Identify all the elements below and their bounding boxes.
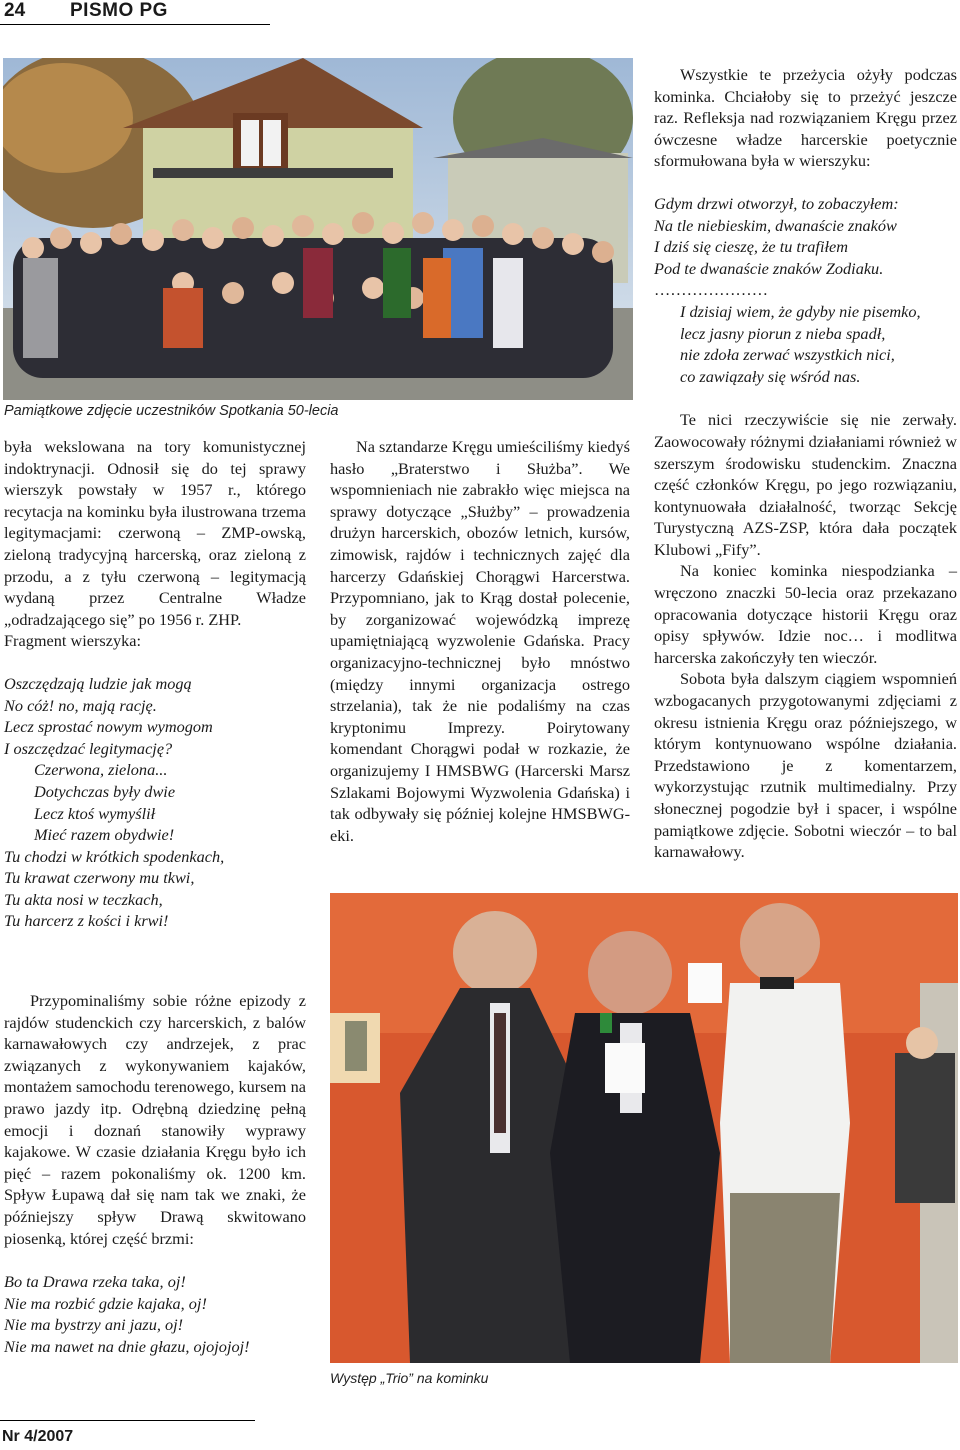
header-rule: [0, 24, 270, 25]
col3-paragraph-1: Wszystkie te przeżycia ożyły podczas kominka. Chciałoby się to przeżyć jeszcze raz. Refleksja nad rozwiązaniem Kręgu przez ówczesne władze harcerskie poetycznie sformułowana była w wierszyku:: [654, 65, 957, 171]
column-1-lower-text: [4, 990, 306, 1358]
column-3-text: [654, 64, 957, 863]
col2-paragraph-1: Na sztandarze Kręgu umieściliśmy kiedyś hasło „Braterstwo i Służba”. We wspomnieniach nie zabrakło więc miejsca na sprawy dotyczące „Służby” – prowadzenia drużyn harcerskich, obozów letnich, kursów, zimowisk, rajdów i technicznych zajęć dla harcerzy Gdańskiej Chorągwi Harcerstwa. Przypomniano, jak to Krąg dostał polecenie, by zorganizować wojewódzką imprezę upamiętniającą wyzwolenie Gdańska. Pracy organizacyjno-technicznej było mnóstwo (między innymi organizacja ostrego strzelania), tak że nie podaliśmy na czas kryptonimu Imprezy. Poirytowany komendant Chorągwi podał w rozkazie, że organizujemy I HMSBWG (Harcerski Marsz Szlakami Bojowymi Wyzwolenia Gdańska) i tak odbywały się później kolejne HMSBWG-eki.: [330, 437, 630, 845]
col1-poem: [4, 673, 306, 932]
col3-paragraph-3: Na koniec kominka niespodzianka – wręczono znaczki 50-lecia oraz przekazano opracowania dotyczące historii Kręgu oraz opisy spływów. Idzie noc… i modlitwa harcerska zakończyły ten wieczór.: [654, 561, 957, 667]
group-photo-image: [3, 58, 633, 400]
poem-line: Lecz ktoś wymyślił: [34, 803, 156, 823]
poem-line: Na tle niebieskim, dwanaście znaków: [654, 215, 897, 235]
poem-line: lecz jasny piorun z nieba spadł,: [680, 323, 886, 343]
group-photo-caption: Pamiątkowe zdjęcie uczestników Spotkania 50-lecia: [4, 403, 339, 419]
poem-line: Lecz sprostać nowym wymogom: [4, 717, 213, 737]
poem-line: Nie ma rozbić gdzie kajaka, oj!: [4, 1293, 207, 1313]
issue-number: Nr 4/2007: [2, 1428, 74, 1445]
poem-line: Gdym drzwi otworzył, to zobaczyłem:: [654, 193, 899, 213]
col3-poem: [654, 193, 957, 387]
col1-paragraph-3: Przypominaliśmy sobie różne epizody z rajdów studenckich czy harcerskich, z balów karnawałowych czy andrzejek, z prac związanych z wykonywaniem kajaków, montażem samochodu terenowego, kursem na prawo jazdy itp. Odrębną dziedzinę pełną emocji i doznań stanowiły wyprawy kajakowe. W czasie działania Kręgu było ich pięć – razem pokonaliśmy ok. 1200 km. Spływ Łupawą dał się nam tak we znaki, że późniejszy spływ Drawą skwitowano piosenką, której część brzmi:: [4, 991, 306, 1248]
poem-line: Tu chodzi w krótkich spodenkach,: [4, 846, 225, 866]
poem-line: Tu harcerz z kości i krwi!: [4, 911, 169, 931]
poem-line: co zawiązały się wśród nas.: [680, 366, 861, 386]
page-number: 24: [4, 0, 26, 21]
poem-line: Czerwona, zielona...: [34, 760, 168, 780]
col1-paragraph-1: była wekslowana na tory komunistycznej indoktrynacji. Odnosił się do tej sprawy wierszyk powstały w 1957 r., którego recytacja na kominku była ilustrowana trzema legitymacjami: czerwoną – ZMP-owską, zieloną tradycyjną harcerską, oraz zieloną z przodu, a z tyłu czerwoną – legitymacją wydaną przez Centralne Władze „odradzającego się” po 1956 r. ZHP.: [4, 437, 306, 629]
poem-line: I dzisiaj wiem, że gdyby nie pisemko,: [680, 301, 921, 321]
poem-line: No cóż! no, mają rację.: [4, 695, 157, 715]
trio-photo-image: [330, 893, 958, 1363]
poem-line: Mieć razem obydwie!: [34, 825, 175, 845]
poem-line: Tu krawat czerwony mu tkwi,: [4, 868, 195, 888]
poem-line: I dziś się cieszę, że tu trafiłem: [654, 237, 848, 257]
column-1-text: [4, 436, 306, 932]
column-2-text: [330, 436, 630, 846]
trio-photo: [330, 893, 958, 1363]
footer-rule: [0, 1420, 255, 1421]
poem-line: Pod te dwanaście znaków Zodiaku.: [654, 258, 884, 278]
poem-line: nie zdoła zerwać wszystkich nici,: [680, 345, 895, 365]
poem-line: Bo ta Drawa rzeka taka, oj!: [4, 1272, 186, 1292]
col1-paragraph-2: Fragment wierszyka:: [4, 631, 141, 651]
poem-line: Tu akta nosi w teczkach,: [4, 889, 163, 909]
poem-line: I oszczędzać legitymację?: [4, 738, 173, 758]
publication-title: PISMO PG: [70, 0, 168, 21]
col3-paragraph-4: Sobota była dalszym ciągiem wspomnień wzbogacanych przygotowanymi zdjęciami z okresu istnienia Kręgu oraz późniejszego, w którym kontynuowano wspólne działania. Przedstawiono je z komentarzem, wykorzystując rzutnik multimedialny. Przy słonecznej pogodzie był i spacer, i wspólne pamiątkowe zdjęcie. Sobotni wieczór – to bal karnawałowy.: [654, 669, 957, 862]
poem-ellipsis: …………………: [654, 280, 768, 300]
poem-line: Dotychczas były dwie: [34, 781, 176, 801]
poem-line: Nie ma nawet na dnie głazu, ojojojoj!: [4, 1336, 250, 1356]
group-photo: [3, 58, 633, 400]
col1-poem-2: [4, 1271, 306, 1357]
col3-paragraph-2: Te nici rzeczywiście się nie zerwały. Zaowocowały różnymi działaniami również w szerszym środowisku studenckim. Znaczna część członków Kręgu, po jego rozwiązaniu, kontynuowała działalność, tworząc Sekcję Turystyczną AZS-ZSP, która dała początek Klubowi „Fify”.: [654, 410, 957, 559]
trio-photo-caption: Występ „Trio” na kominku: [330, 1370, 489, 1386]
poem-line: Oszczędzają ludzie jak mogą: [4, 673, 192, 693]
poem-line: Nie ma bystrzy ani jazu, oj!: [4, 1315, 184, 1335]
